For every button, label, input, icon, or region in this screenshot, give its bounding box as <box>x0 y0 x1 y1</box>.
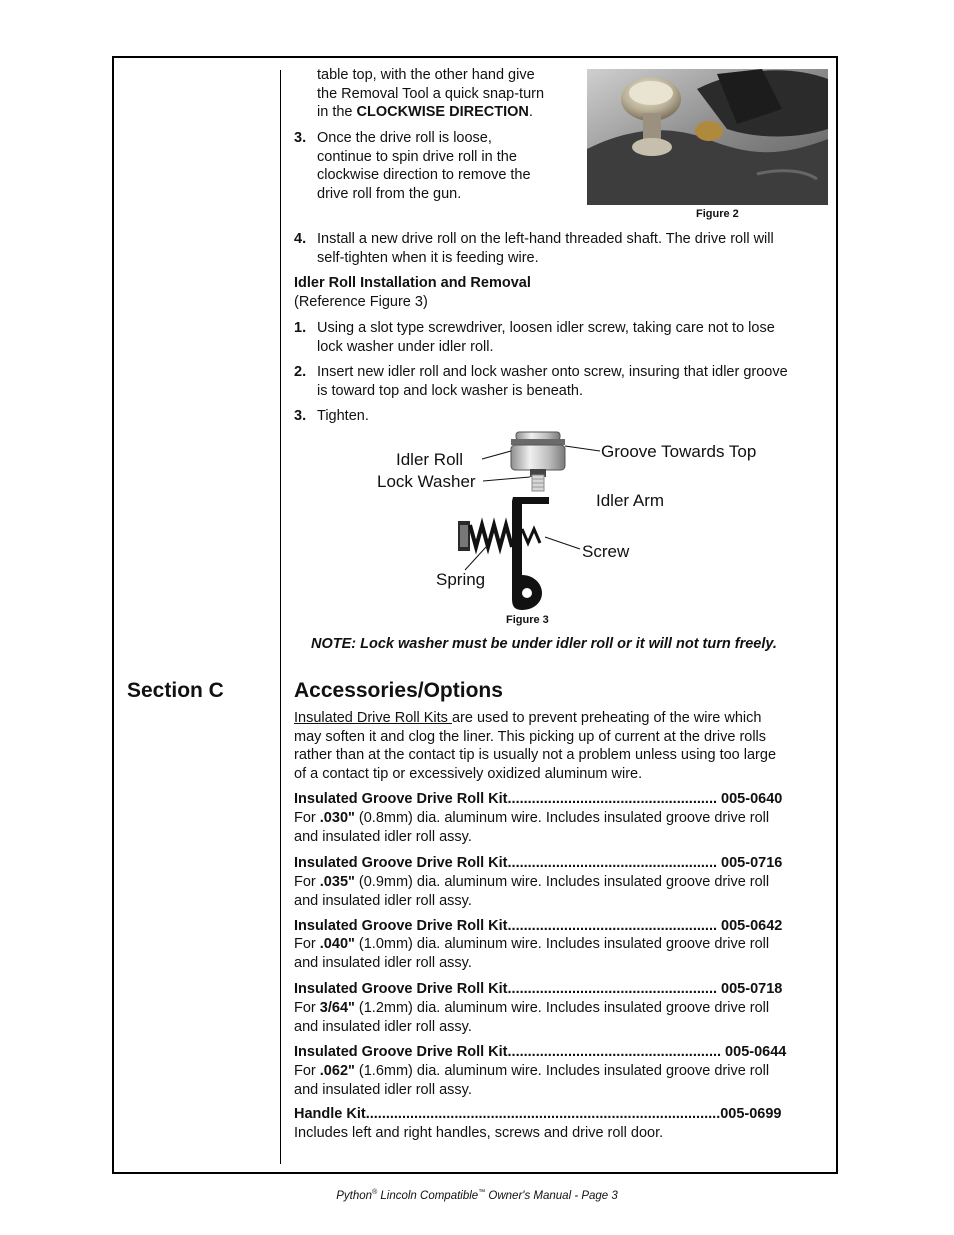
intro-line-end: . <box>528 104 533 121</box>
step4-line: self-tighten when it is feeding wire. <box>317 249 539 266</box>
step3-line: clockwise direction to remove the <box>317 167 531 184</box>
label-idler-arm: Idler Arm <box>596 491 665 510</box>
kit-desc-rest: (1.0mm) dia. aluminum wire. Includes insulated groove drive roll <box>354 936 770 952</box>
kit-heading <box>294 981 828 997</box>
kit-wire-size: .030" <box>319 810 355 826</box>
kit-leader-dots: .................................................... <box>507 981 718 997</box>
kit-leader-dots: ........................................................................................ <box>365 1106 721 1122</box>
step-number: 1. <box>294 320 307 336</box>
idler-step-line: is toward top and lock washer is beneath. <box>317 382 583 399</box>
footer-brand: Python <box>336 1189 373 1202</box>
label-groove-towards-top: Groove Towards Top <box>601 442 757 461</box>
kit-leader-dots: ..................................................... <box>507 1044 722 1060</box>
kit-part-number: 005-0718 <box>717 981 783 997</box>
step-number: 3. <box>294 408 307 424</box>
kit-desc-line <box>294 1062 834 1081</box>
idler-roll-shape <box>511 432 565 477</box>
kit-heading <box>294 855 828 871</box>
drive-roll-photo-image <box>587 69 828 205</box>
footer-text: Lincoln Compatible <box>377 1189 479 1202</box>
section-intro-line: may soften it and clog the liner. This picking up of current at the drive rolls <box>294 728 767 745</box>
kit-part-number: 005-0716 <box>717 855 783 871</box>
kit-name: Insulated Groove Drive Roll Kit <box>294 981 508 997</box>
screw-spring-shape <box>458 521 540 551</box>
lock-washer-note: NOTE: Lock washer must be under idler roll or it will not turn freely. <box>311 636 777 652</box>
intro-line: the Removal Tool a quick snap-turn <box>317 85 545 102</box>
section-intro-line <box>294 709 834 728</box>
intro-line-start: in the <box>317 104 357 121</box>
kit-name: Insulated Groove Drive Roll Kit <box>294 791 508 807</box>
kit-desc-pre: For <box>294 874 320 890</box>
step-number: 4. <box>294 231 307 247</box>
figure2-caption: Figure 2 <box>696 208 739 220</box>
step3-line: drive roll from the gun. <box>317 185 462 202</box>
kit-desc-rest: (0.8mm) dia. aluminum wire. Includes insulated groove drive roll <box>354 810 770 826</box>
step-number: 2. <box>294 364 307 380</box>
leader-groove <box>565 446 600 451</box>
figure3-diagram <box>370 425 790 615</box>
label-spring: Spring <box>436 570 486 589</box>
idler-step-line: Tighten. <box>317 408 369 424</box>
intro-line: table top, with the other hand give <box>317 67 535 83</box>
label-idler-roll: Idler Roll <box>396 450 464 469</box>
step4-line: Install a new drive roll on the left-hand threaded shaft. The drive roll will <box>317 231 774 247</box>
intro-line <box>317 103 577 122</box>
kit-desc-rest: (1.2mm) dia. aluminum wire. Includes insulated groove drive roll <box>354 1000 770 1016</box>
idler-step-line: Using a slot type screwdriver, loosen idler screw, taking care not to lose <box>317 320 775 336</box>
kit-description <box>294 935 834 972</box>
kit-description <box>294 809 834 846</box>
kit-part-number: 005-0642 <box>717 918 783 934</box>
idler-arm-shape <box>512 497 549 610</box>
kit-desc-rest: (1.6mm) dia. aluminum wire. Includes insulated groove drive roll <box>354 1063 770 1079</box>
kit-leader-dots: .................................................... <box>507 791 718 807</box>
footer-page: Owner's Manual - Page 3 <box>485 1189 618 1202</box>
kit-desc-line: and insulated idler roll assy. <box>294 828 472 845</box>
kit-description <box>294 1062 834 1099</box>
section-intro-line: rather than at the contact tip is usually not a problem unless using too large <box>294 747 777 764</box>
insulated-drive-roll-kits-term: Insulated Drive Roll Kits <box>294 710 452 726</box>
idler-step-line: Insert new idler roll and lock washer onto screw, insuring that idler groove <box>317 364 788 380</box>
kit-description <box>294 873 834 910</box>
kit-wire-size: 3/64" <box>319 1000 355 1016</box>
step4-text <box>317 230 837 267</box>
kit-desc-line: and insulated idler roll assy. <box>294 954 472 971</box>
label-screw: Screw <box>582 542 630 561</box>
kit-name: Insulated Groove Drive Roll Kit <box>294 855 508 871</box>
kit-heading <box>294 918 828 934</box>
kit-heading <box>294 791 828 807</box>
step3-line: Once the drive roll is loose, <box>317 130 492 146</box>
kit-part-number: 005-0699 <box>720 1106 782 1122</box>
figure2-photo <box>587 69 828 205</box>
kit-desc-rest: (0.9mm) dia. aluminum wire. Includes insulated groove drive roll <box>354 874 770 890</box>
kit-desc-line <box>294 809 834 828</box>
idler-reference: (Reference Figure 3) <box>294 294 428 310</box>
leader-lock-washer <box>483 477 530 481</box>
step3-line: continue to spin drive roll in the <box>317 148 517 165</box>
kit-description <box>294 999 834 1036</box>
kit-heading <box>294 1106 828 1122</box>
kit-desc-pre: For <box>294 1063 320 1079</box>
kit-heading <box>294 1044 828 1060</box>
kit-wire-size: .035" <box>319 874 355 890</box>
kit-name: Insulated Groove Drive Roll Kit <box>294 1044 508 1060</box>
kit-name: Insulated Groove Drive Roll Kit <box>294 918 508 934</box>
kit-part-number: 005-0640 <box>717 791 783 807</box>
kit-desc-line: and insulated idler roll assy. <box>294 1081 472 1098</box>
kit-desc-pre: For <box>294 936 320 952</box>
idler-step2 <box>317 363 837 400</box>
kit-name: Handle Kit <box>294 1106 366 1122</box>
kit-desc-pre: For <box>294 1000 320 1016</box>
step-number: 3. <box>294 130 307 146</box>
column-divider <box>280 70 281 1164</box>
kit-description: Includes left and right handles, screws and drive roll door. <box>294 1125 664 1141</box>
kit-desc-line: and insulated idler roll assy. <box>294 892 472 909</box>
section-title: Accessories/Options <box>294 679 503 702</box>
trademark-mark: ™ <box>478 1189 486 1196</box>
leader-screw <box>545 537 580 549</box>
kit-desc-line <box>294 935 834 954</box>
idler-heading: Idler Roll Installation and Removal <box>294 275 531 291</box>
clockwise-direction-text: CLOCKWISE DIRECTION <box>356 104 529 121</box>
label-lock-washer: Lock Washer <box>377 472 476 491</box>
leader-idler-roll <box>482 451 511 459</box>
kit-desc-line: and insulated idler roll assy. <box>294 1018 472 1035</box>
kit-leader-dots: .................................................... <box>507 855 718 871</box>
section-intro <box>294 709 834 783</box>
kit-wire-size: .062" <box>319 1063 355 1079</box>
idler-step3 <box>317 407 369 426</box>
kit-leader-dots: .................................................... <box>507 918 718 934</box>
section-intro-rest: are used to prevent preheating of the wire which <box>451 710 762 726</box>
kit-part-number: 005-0644 <box>721 1044 787 1060</box>
registered-mark: ® <box>372 1189 378 1196</box>
intro-text <box>317 66 577 122</box>
lock-washer-shape <box>532 475 544 491</box>
step3-text <box>317 129 577 203</box>
kit-desc-line <box>294 999 834 1018</box>
kit-wire-size: .040" <box>319 936 355 952</box>
idler-step1 <box>317 319 837 356</box>
figure3-caption: Figure 3 <box>506 614 549 626</box>
page-footer <box>0 1189 954 1202</box>
section-intro-line: of a contact tip or excessively oxidized aluminum wire. <box>294 765 643 782</box>
section-label: Section C <box>127 679 224 702</box>
kit-desc-line <box>294 873 834 892</box>
idler-step-line: lock washer under idler roll. <box>317 338 494 355</box>
kit-desc-pre: For <box>294 810 320 826</box>
